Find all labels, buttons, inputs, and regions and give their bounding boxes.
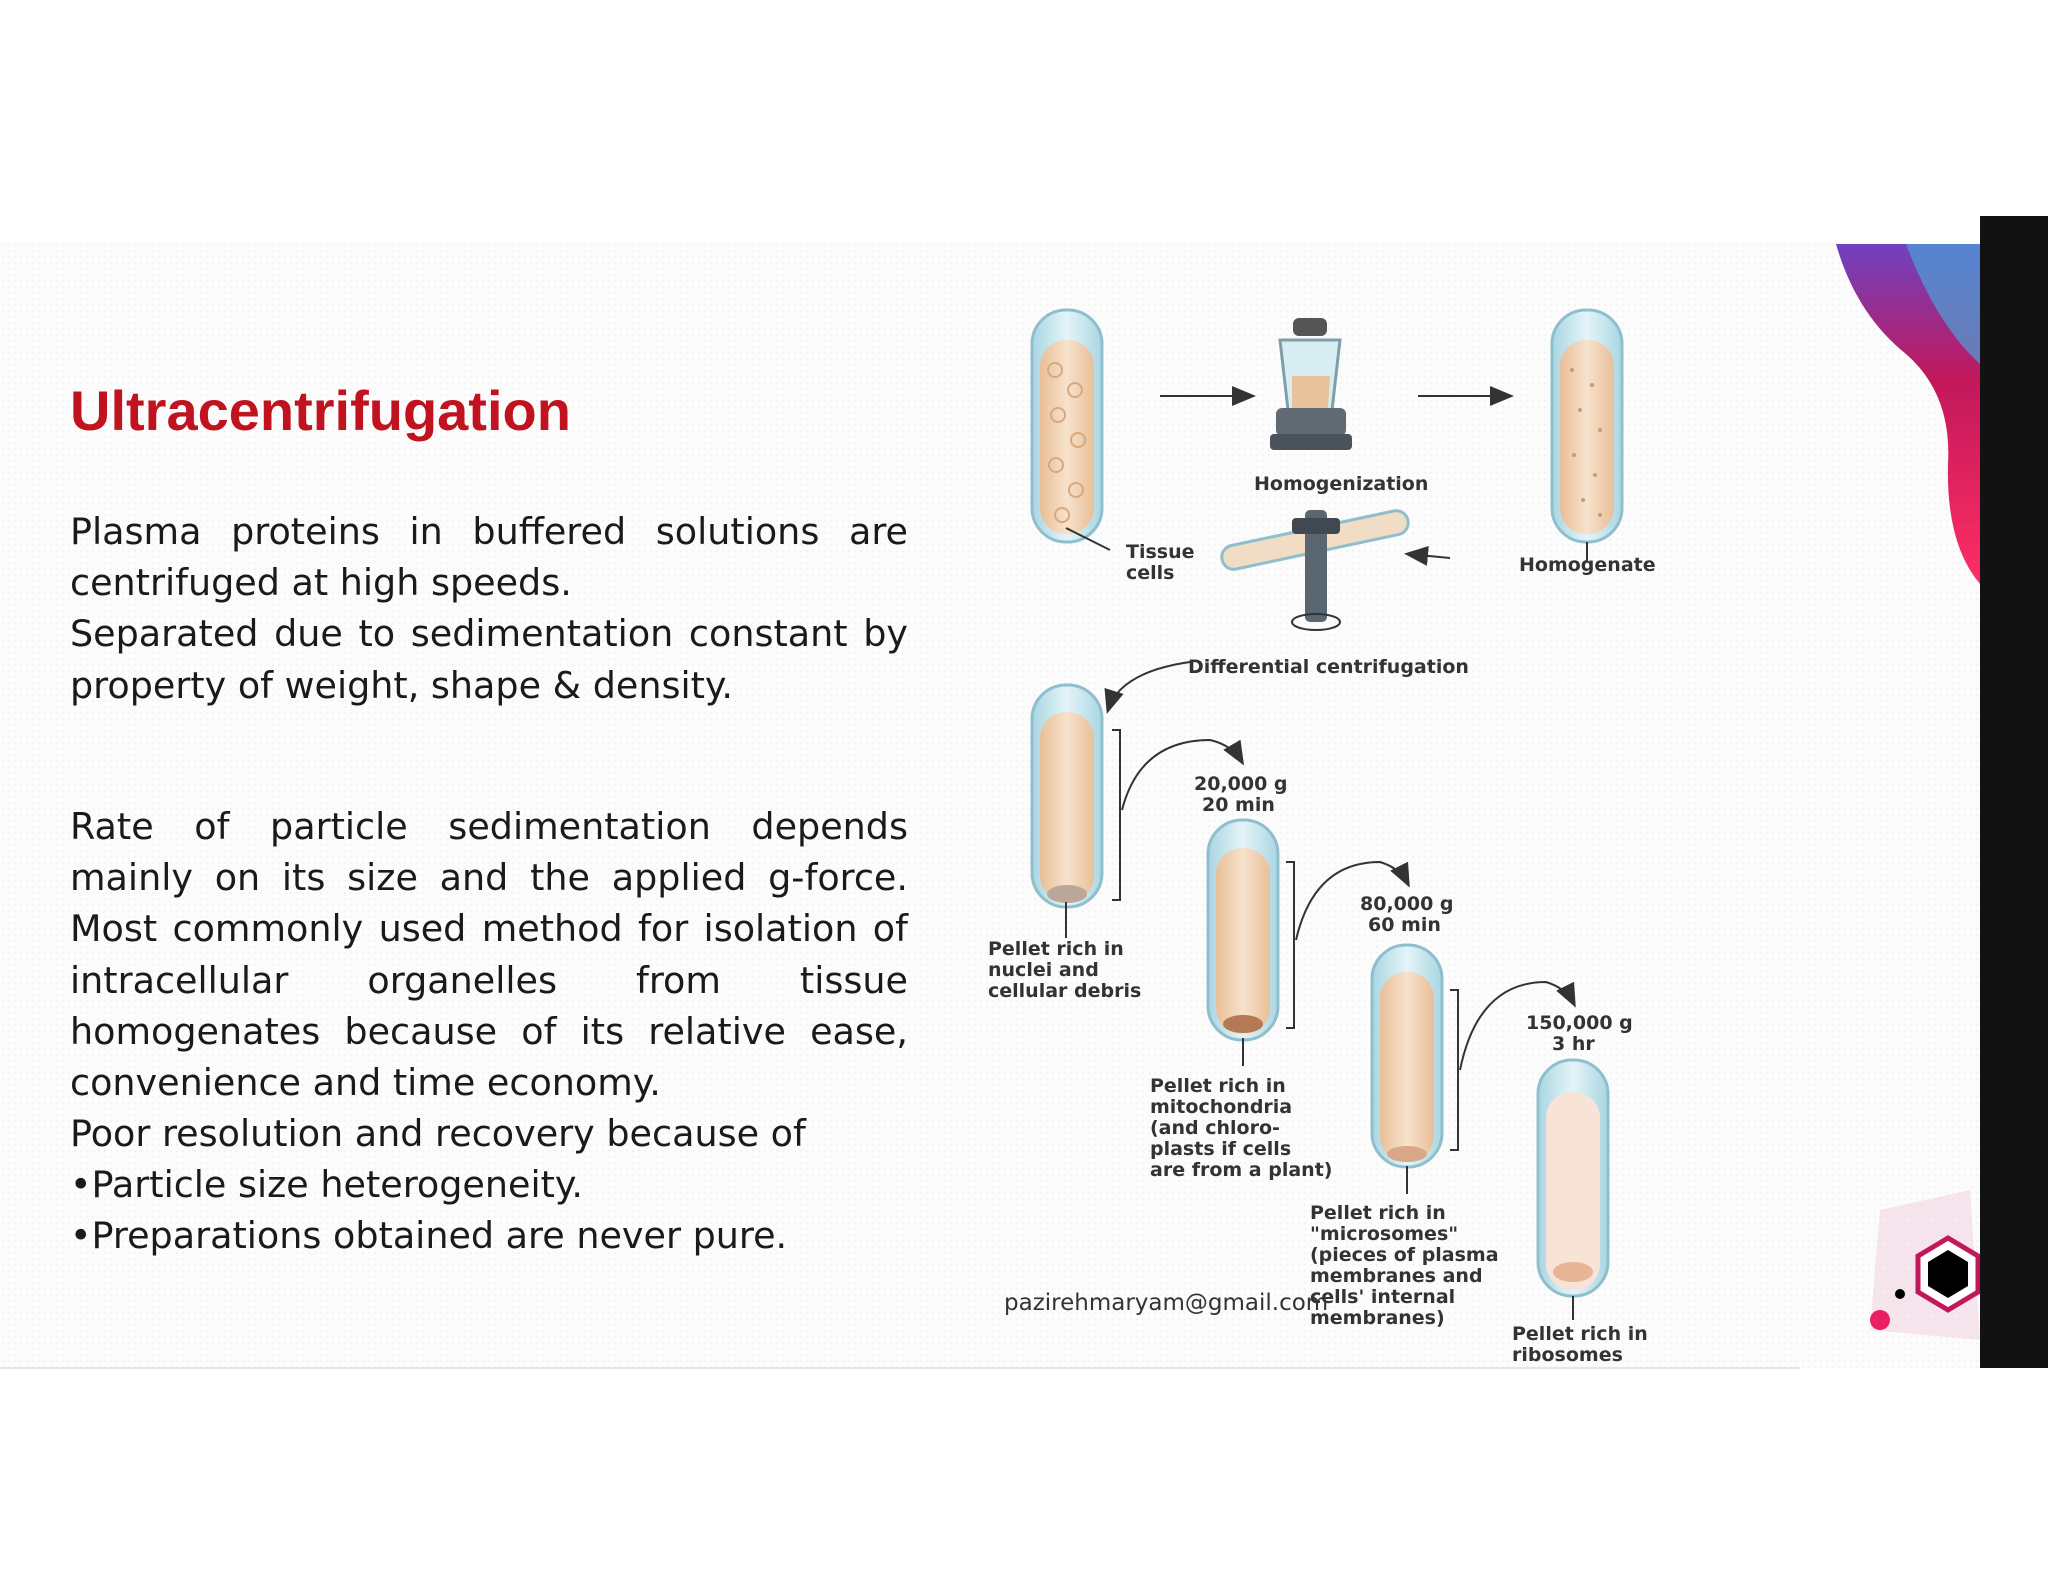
- label-homogenization: Homogenization: [1254, 473, 1429, 495]
- svg-text:Pellet rich in: Pellet rich in: [1310, 1202, 1446, 1224]
- svg-text:"microsomes": "microsomes": [1310, 1223, 1459, 1245]
- label-homogenate: Homogenate: [1519, 554, 1656, 576]
- centrifuge-rotor-icon: [1220, 509, 1411, 630]
- label-step2-time: 60 min: [1368, 914, 1441, 936]
- tube-third-spin: [1372, 945, 1442, 1167]
- label-pellet-1: [988, 938, 1141, 1002]
- svg-text:cells' internal: cells' internal: [1310, 1286, 1456, 1308]
- label-step3-time: 3 hr: [1552, 1033, 1595, 1055]
- svg-text:Pellet rich in: Pellet rich in: [1512, 1323, 1648, 1345]
- tube-tissue-cells: [1032, 310, 1102, 542]
- label-step1-force: 20,000 g: [1194, 773, 1288, 795]
- tube-first-spin: [1032, 685, 1102, 907]
- label-tissue-cells-1: Tissue: [1126, 541, 1195, 563]
- paragraph-limitations: Poor resolution and recovery because of •Particle size heterogeneity. •Preparations obtained are never pure.: [70, 1112, 806, 1258]
- svg-text:Pellet rich in: Pellet rich in: [988, 938, 1124, 960]
- paragraph-sedimentation-rate: Rate of particle sedimentation depends mainly on its size and the applied g-force. Most commonly used method for isolation of intracellular organelles from tissue homogenates because of its relative ease, convenience and time economy.: [70, 805, 908, 1105]
- label-tissue-cells-2: cells: [1126, 562, 1175, 584]
- svg-text:cellular debris: cellular debris: [988, 980, 1142, 1002]
- svg-text:membranes and: membranes and: [1310, 1265, 1483, 1287]
- author-email: pazirehmaryam@gmail.com: [1004, 1290, 1329, 1316]
- svg-text:Pellet rich in: Pellet rich in: [1150, 1075, 1286, 1097]
- blender-icon: [1270, 318, 1352, 450]
- tube-fourth-spin: [1538, 1060, 1608, 1296]
- svg-text:plasts if cells: plasts if cells: [1150, 1138, 1292, 1160]
- paragraph-definition: Plasma proteins in buffered solutions are centrifuged at high speeds. Separated due to sedimentation constant by property of weight, shape & density.: [70, 510, 908, 707]
- abstract-swoosh-decoration: [1836, 244, 1980, 584]
- svg-text:membranes): membranes): [1310, 1307, 1445, 1329]
- label-step3-force: 150,000 g: [1526, 1012, 1633, 1034]
- svg-text:mitochondria: mitochondria: [1150, 1096, 1293, 1118]
- svg-text:(and chloro-: (and chloro-: [1150, 1117, 1280, 1139]
- tube-second-spin: [1208, 820, 1278, 1040]
- tube-homogenate: [1552, 310, 1622, 542]
- svg-text:are from a plant): are from a plant): [1150, 1159, 1333, 1181]
- label-pellet-4: [1512, 1323, 1648, 1366]
- svg-text:ribosomes: ribosomes: [1512, 1344, 1623, 1366]
- right-edge-bar: [1980, 216, 2048, 1368]
- centrifugation-diagram: [980, 300, 1700, 1370]
- label-pellet-3: [1310, 1202, 1499, 1329]
- label-differential-centrifugation: Differential centrifugation: [1188, 656, 1469, 678]
- svg-text:nuclei and: nuclei and: [988, 959, 1099, 981]
- label-step2-force: 80,000 g: [1360, 893, 1454, 915]
- label-step1-time: 20 min: [1202, 794, 1275, 816]
- slide-title: Ultracentrifugation: [70, 379, 571, 442]
- label-pellet-2: [1150, 1075, 1332, 1181]
- svg-text:(pieces of plasma: (pieces of plasma: [1310, 1244, 1499, 1266]
- hexagon-logo-decoration: [1860, 1180, 1980, 1355]
